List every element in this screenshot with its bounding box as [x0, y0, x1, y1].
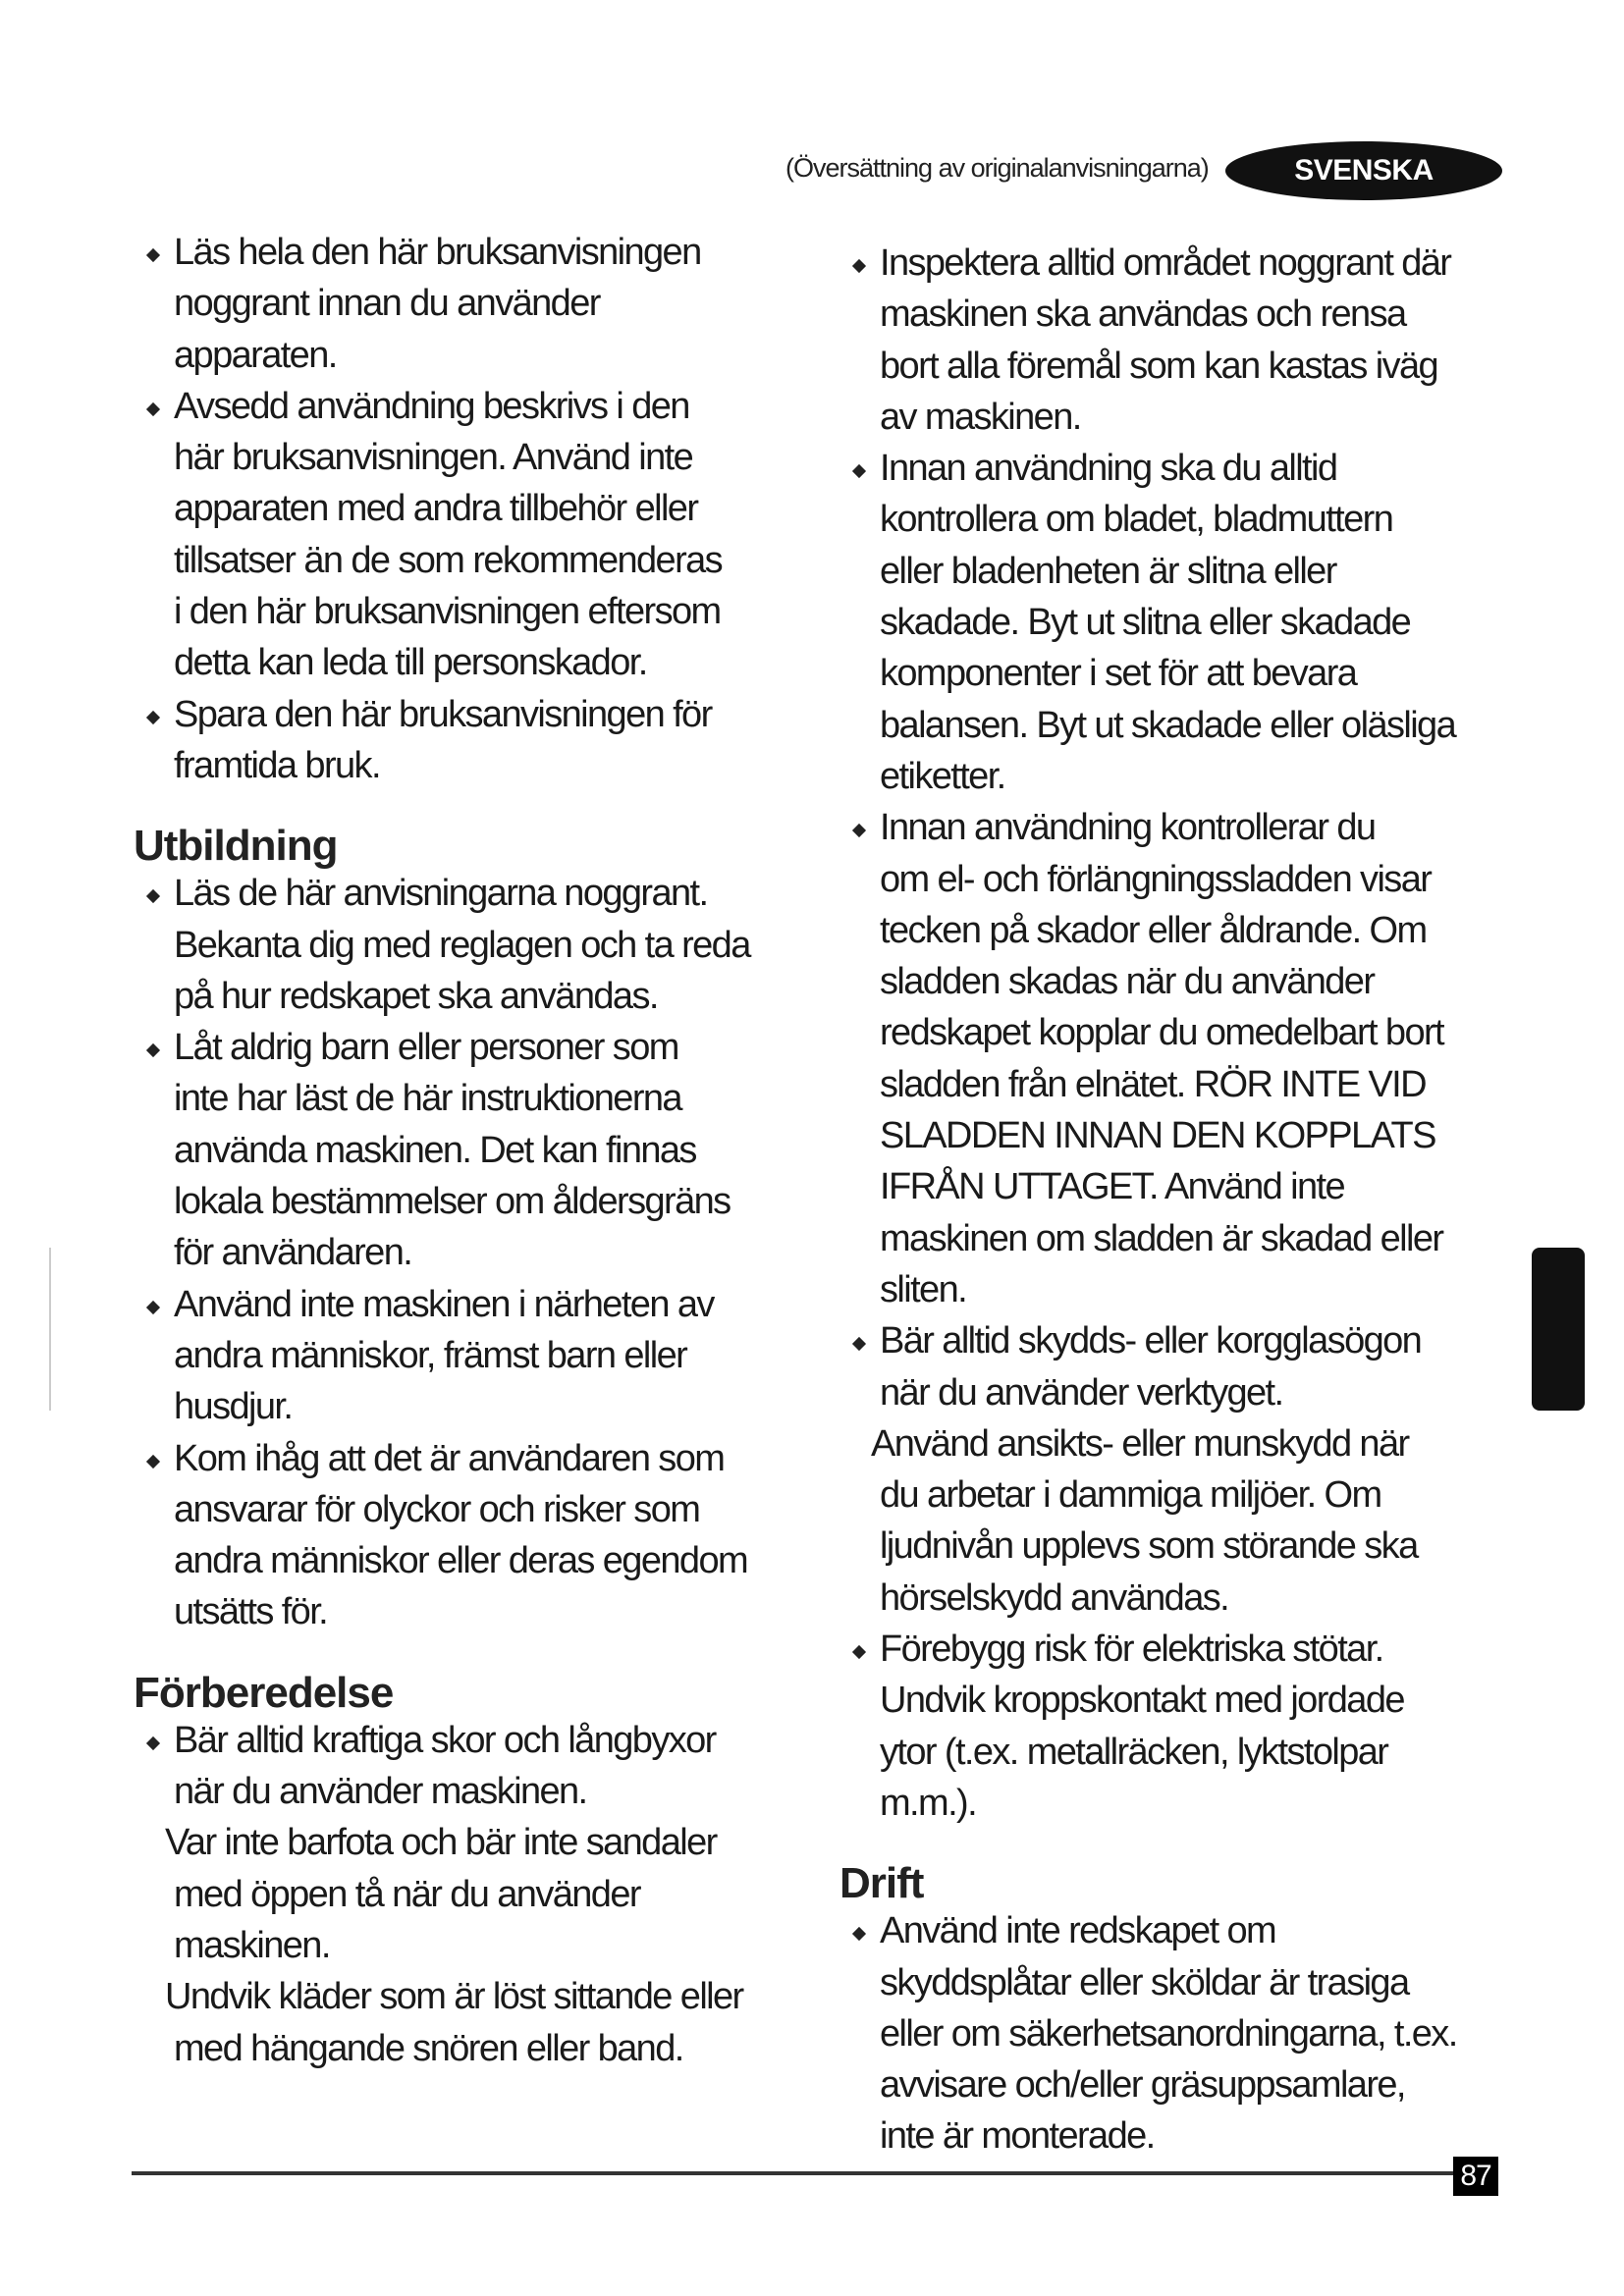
text-line: med hängande snören eller band. [174, 2027, 683, 2069]
bullet-item [839, 238, 1527, 443]
text-line: Spara den här bruksanvisningen för [174, 693, 712, 735]
text-line: sliten. [880, 1268, 967, 1310]
text-line: maskinen ska användas och rensa [880, 294, 1406, 336]
bullet-item [839, 1315, 1527, 1418]
text-line: sladden skadas när du använder [880, 961, 1375, 1003]
page-number: 87 [1453, 2157, 1498, 2196]
text-line: andra människor eller deras egendom [174, 1540, 748, 1582]
diamond-bullet-icon [146, 889, 160, 903]
text-line: skadade. Byt ut slitna eller skadade [880, 602, 1411, 644]
text-line: Innan användning kontrollerar du [880, 807, 1376, 849]
diamond-bullet-icon [146, 1454, 160, 1468]
text-line: Använd inte redskapet om [880, 1910, 1276, 1952]
section-heading: Utbildning [134, 822, 338, 871]
bullet-item [839, 802, 1527, 1315]
text-line: av maskinen. [880, 396, 1081, 438]
text-line: använda maskinen. Det kan finnas [174, 1129, 696, 1171]
diamond-bullet-icon [146, 1043, 160, 1057]
text-line: Avsedd användning beskrivs i den [174, 385, 689, 427]
text-line: skyddsplåtar eller sköldar är trasiga [880, 1961, 1409, 2003]
text-line: inte har läst de här instruktionerna [174, 1078, 681, 1120]
diamond-bullet-icon [852, 1337, 866, 1351]
footer-rule [132, 2171, 1498, 2175]
text-line: om el- och förlängningssladden visar [880, 858, 1432, 900]
diamond-bullet-icon [146, 248, 160, 262]
text-line: utsätts för. [174, 1591, 328, 1633]
text-line: tecken på skador eller åldrande. Om [880, 909, 1427, 951]
text-line: tillsatser än de som rekommenderas [174, 539, 723, 581]
paragraph [134, 1971, 801, 2074]
text-line: Läs de här anvisningarna noggrant. [174, 873, 708, 915]
text-line: när du använder maskinen. [174, 1771, 587, 1813]
text-line: Innan användning ska du alltid [880, 448, 1337, 490]
diamond-bullet-icon [852, 1645, 866, 1659]
text-line: när du använder verktyget. [880, 1371, 1283, 1414]
text-line: eller bladenheten är slitna eller [880, 550, 1336, 592]
diamond-bullet-icon [852, 1927, 866, 1941]
bullet-item [134, 868, 801, 1022]
text-line: redskapet kopplar du omedelbart bort [880, 1012, 1444, 1054]
text-line: sladden från elnätet. RÖR INTE VID [880, 1063, 1426, 1105]
paragraph [134, 1817, 801, 1971]
text-line: i den här bruksanvisningen eftersom [174, 591, 721, 633]
bullet-item [134, 1279, 801, 1433]
diamond-bullet-icon [852, 464, 866, 478]
translation-note: (Översättning av originalanvisningarna) [785, 153, 1209, 183]
text-line: IFRÅN UTTAGET. Använd inte [880, 1166, 1344, 1208]
left-column [134, 227, 801, 2074]
text-line: apparaten med andra tillbehör eller [174, 488, 698, 530]
bullet-item [134, 689, 801, 792]
text-line: hörselskydd användas. [880, 1576, 1229, 1619]
diamond-bullet-icon [146, 1736, 160, 1750]
text-line: avvisare och/eller gräsuppsamlare, [880, 2064, 1405, 2107]
text-line: m.m.). [880, 1782, 977, 1824]
section-thumb-tab [1532, 1248, 1585, 1411]
text-line: Bekanta dig med reglagen och ta reda [174, 924, 750, 966]
text-line: andra människor, främst barn eller [174, 1334, 687, 1376]
section-heading: Drift [839, 1859, 924, 1908]
text-line: Låt aldrig barn eller personer som [174, 1027, 678, 1069]
text-line: ansvarar för olyckor och risker som [174, 1488, 700, 1530]
bullet-item [134, 1022, 801, 1278]
diamond-bullet-icon [146, 402, 160, 416]
text-line: detta kan leda till personskador. [174, 642, 647, 684]
text-line: balansen. Byt ut skadade eller oläsliga [880, 704, 1456, 746]
text-line: Var inte barfota och bär inte sandaler [165, 1822, 717, 1864]
bullet-item [134, 1715, 801, 1818]
language-label: SVENSKA [1294, 154, 1434, 187]
text-line: bort alla föremål som kan kastas iväg [880, 345, 1438, 387]
diamond-bullet-icon [852, 824, 866, 837]
margin-line [49, 1248, 51, 1411]
text-line: komponenter i set för att bevara [880, 653, 1357, 695]
text-line: husdjur. [174, 1386, 293, 1428]
text-line: lokala bestämmelser om åldersgräns [174, 1181, 731, 1223]
text-line: maskinen. [174, 1924, 330, 1966]
text-line: noggrant innan du använder [174, 283, 600, 325]
text-line: med öppen tå när du använder [174, 1873, 640, 1915]
text-line: etiketter. [880, 755, 1005, 797]
text-line: Undvik kroppskontakt med jordade [880, 1680, 1404, 1722]
text-line: framtida bruk. [174, 744, 380, 786]
paragraph [839, 1418, 1527, 1624]
bullet-item [839, 1624, 1527, 1829]
diamond-bullet-icon [146, 1301, 160, 1314]
right-column [839, 238, 1527, 2163]
bullet-item [134, 227, 801, 381]
text-line: du arbetar i dammiga miljöer. Om [880, 1474, 1381, 1517]
text-line: för användaren. [174, 1232, 412, 1274]
text-line: ytor (t.ex. metallräcken, lyktstolpar [880, 1731, 1388, 1773]
text-line: Läs hela den här bruksanvisningen [174, 232, 701, 273]
text-line: Förebygg risk för elektriska stötar. [880, 1629, 1383, 1671]
text-line: Kom ihåg att det är användaren som [174, 1437, 725, 1479]
diamond-bullet-icon [146, 711, 160, 724]
text-line: ljudnivån upplevs som störande ska [880, 1525, 1418, 1568]
text-line: här bruksanvisningen. Använd inte [174, 437, 693, 479]
bullet-item [839, 1905, 1527, 2162]
language-badge [1225, 141, 1502, 200]
text-line: Använd ansikts- eller munskydd när [871, 1422, 1409, 1465]
text-line: apparaten. [174, 334, 337, 376]
text-line: Inspektera alltid området noggrant där [880, 242, 1451, 284]
bullet-item [839, 443, 1527, 802]
text-line: Bär alltid skydds- eller korgglasögon [880, 1320, 1422, 1362]
text-line: kontrollera om bladet, bladmuttern [880, 499, 1393, 541]
text-line: Undvik kläder som är löst sittande eller [165, 1976, 743, 2018]
text-line: eller om säkerhetsanordningarna, t.ex. [880, 2012, 1457, 2055]
text-line: på hur redskapet ska användas. [174, 975, 658, 1017]
text-line: Bär alltid kraftiga skor och långbyxor [174, 1719, 716, 1761]
bullet-item [134, 381, 801, 689]
text-line: SLADDEN INNAN DEN KOPPLATS [880, 1115, 1435, 1157]
text-line: Använd inte maskinen i närheten av [174, 1283, 714, 1325]
diamond-bullet-icon [852, 259, 866, 273]
text-line: inte är monterade. [880, 2115, 1155, 2158]
bullet-item [134, 1433, 801, 1638]
text-line: maskinen om sladden är skadad eller [880, 1217, 1443, 1259]
section-heading: Förberedelse [134, 1668, 394, 1717]
